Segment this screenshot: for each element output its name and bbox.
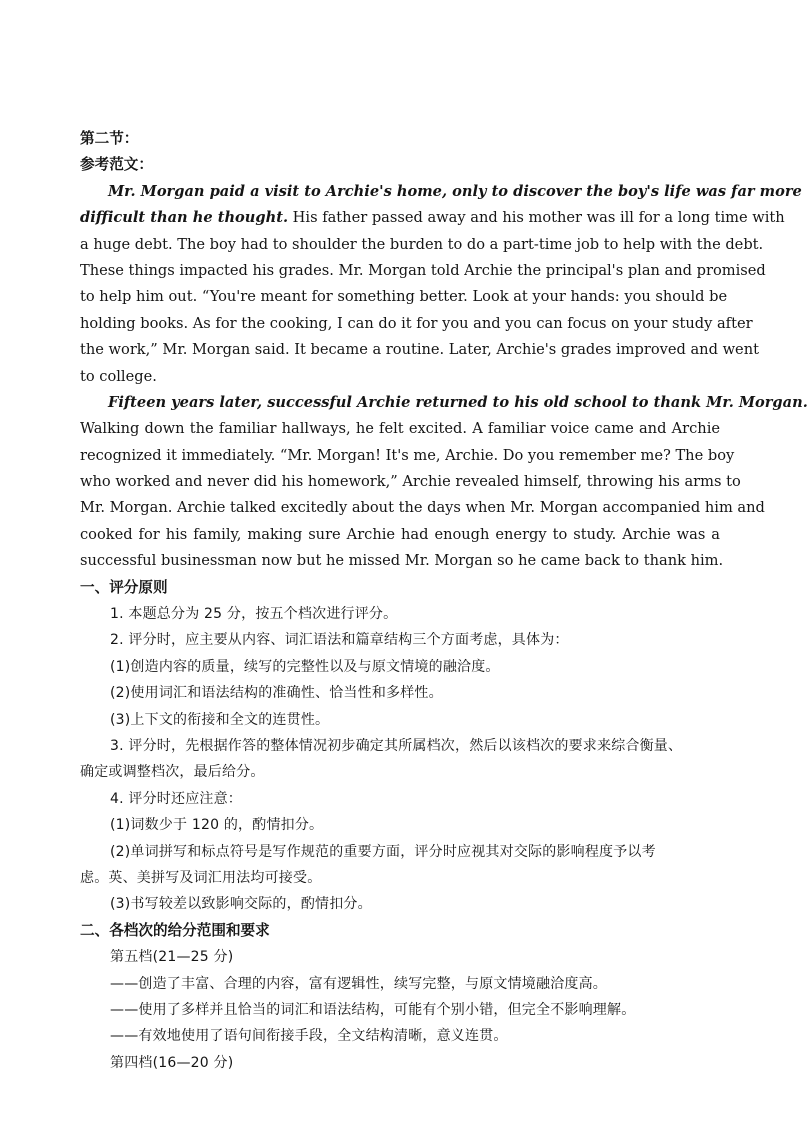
level-requirement: ——有效地使用了语句间衔接手段，全文结构清晰，意义连贯。 — [110, 1028, 508, 1045]
principle-subitem: (2)单词拼写和标点符号是写作规范的重要方面，评分时应视其对交际的影响程度予以考 — [110, 843, 656, 860]
sample-paragraph-2 — [80, 390, 808, 575]
principle-subitem: (2)使用词汇和语法结构的准确性、恰当性和多样性。 — [110, 685, 443, 702]
paragraph-line: a huge debt. The boy had to shoulder the burden to do a part-time job to help with the debt. — [80, 235, 764, 253]
paragraph-line: successful businessman now but he missed Mr. Morgan so he came back to thank him. — [80, 552, 724, 570]
principle-item: 2. 评分时，应主要从内容、词汇语法和篇章结构三个方面考虑，具体为： — [110, 632, 569, 649]
principle-subitem: (3)书写较差以致影响交际的，酌情扣分。 — [110, 896, 372, 913]
principles-heading: 一、评分原则 — [80, 578, 168, 596]
section-title: 第二节： — [80, 130, 139, 147]
principle-item-continued: 确定或调整档次，最后给分。 — [80, 764, 265, 781]
paragraph-line: the work,” Mr. Morgan said. It became a routine. Later, Archie's grades improved and went — [80, 341, 759, 359]
principle-subitem: (1)创造内容的质量，续写的完整性以及与原文情境的融洽度。 — [110, 658, 500, 675]
principle-item: 4. 评分时还应注意： — [110, 790, 243, 807]
paragraph-line: to college. — [80, 367, 157, 385]
level-title: 第四档(16—20 分) — [110, 1054, 234, 1071]
paragraph-line: to help him out. “You're meant for something better. Look at your hands: you should be — [80, 288, 728, 306]
score-levels — [80, 918, 720, 1076]
levels-heading: 二、各档次的给分范围和要求 — [80, 921, 270, 939]
paragraph-line: who worked and never did his homework,” Archie revealed himself, throwing his arms to — [80, 473, 741, 491]
paragraph-line: Fifteen years later, successful Archie returned to his old school to thank Mr. Morgan. — [108, 393, 808, 411]
paragraph-line: cooked for his family, making sure Archie had enough energy to study. Archie was a — [80, 525, 720, 543]
principle-subitem-continued: 虑。英、美拼写及词汇用法均可接受。 — [80, 869, 322, 886]
paragraph-line: recognized it immediately. “Mr. Morgan! It's me, Archie. Do you remember me? The boy — [80, 446, 735, 464]
scoring-principles — [80, 575, 720, 918]
paragraph-line: Mr. Morgan. Archie talked excitedly about the days when Mr. Morgan accompanied him and — [80, 499, 765, 517]
principle-item: 3. 评分时，先根据作答的整体情况初步确定其所属档次，然后以该档次的要求来综合衡量、 — [110, 737, 683, 754]
paragraph-line: holding books. As for the cooking, I can do it for you and you can focus on your study after — [80, 314, 753, 332]
paragraph-line: These things impacted his grades. Mr. Morgan told Archie the principal's plan and promised — [80, 261, 766, 279]
level-title: 第五档(21—25 分) — [110, 949, 234, 966]
level-requirement: ——创造了丰富、合理的内容，富有逻辑性，续写完整，与原文情境融洽度高。 — [110, 975, 607, 992]
principle-subitem: (1)词数少于 120 的，酌情扣分。 — [110, 817, 324, 834]
paragraph-line: Walking down the familiar hallways, he felt excited. A familiar voice came and Archie — [80, 420, 720, 438]
principle-item: 1. 本题总分为 25 分，按五个档次进行评分。 — [110, 606, 398, 623]
paragraph-line: Mr. Morgan paid a visit to Archie's home, only to discover the boy's life was far more — [108, 182, 802, 200]
principle-subitem: (3)上下文的衔接和全文的连贯性。 — [110, 711, 330, 728]
paragraph-line: difficult than he thought. His father passed away and his mother was ill for a long time with — [80, 209, 785, 227]
level-requirement: ——使用了多样并且恰当的词汇和语法结构，可能有个别小错，但完全不影响理解。 — [110, 1001, 636, 1018]
sample-essay-title: 参考范文： — [80, 156, 153, 174]
sample-paragraph-1 — [80, 179, 802, 390]
